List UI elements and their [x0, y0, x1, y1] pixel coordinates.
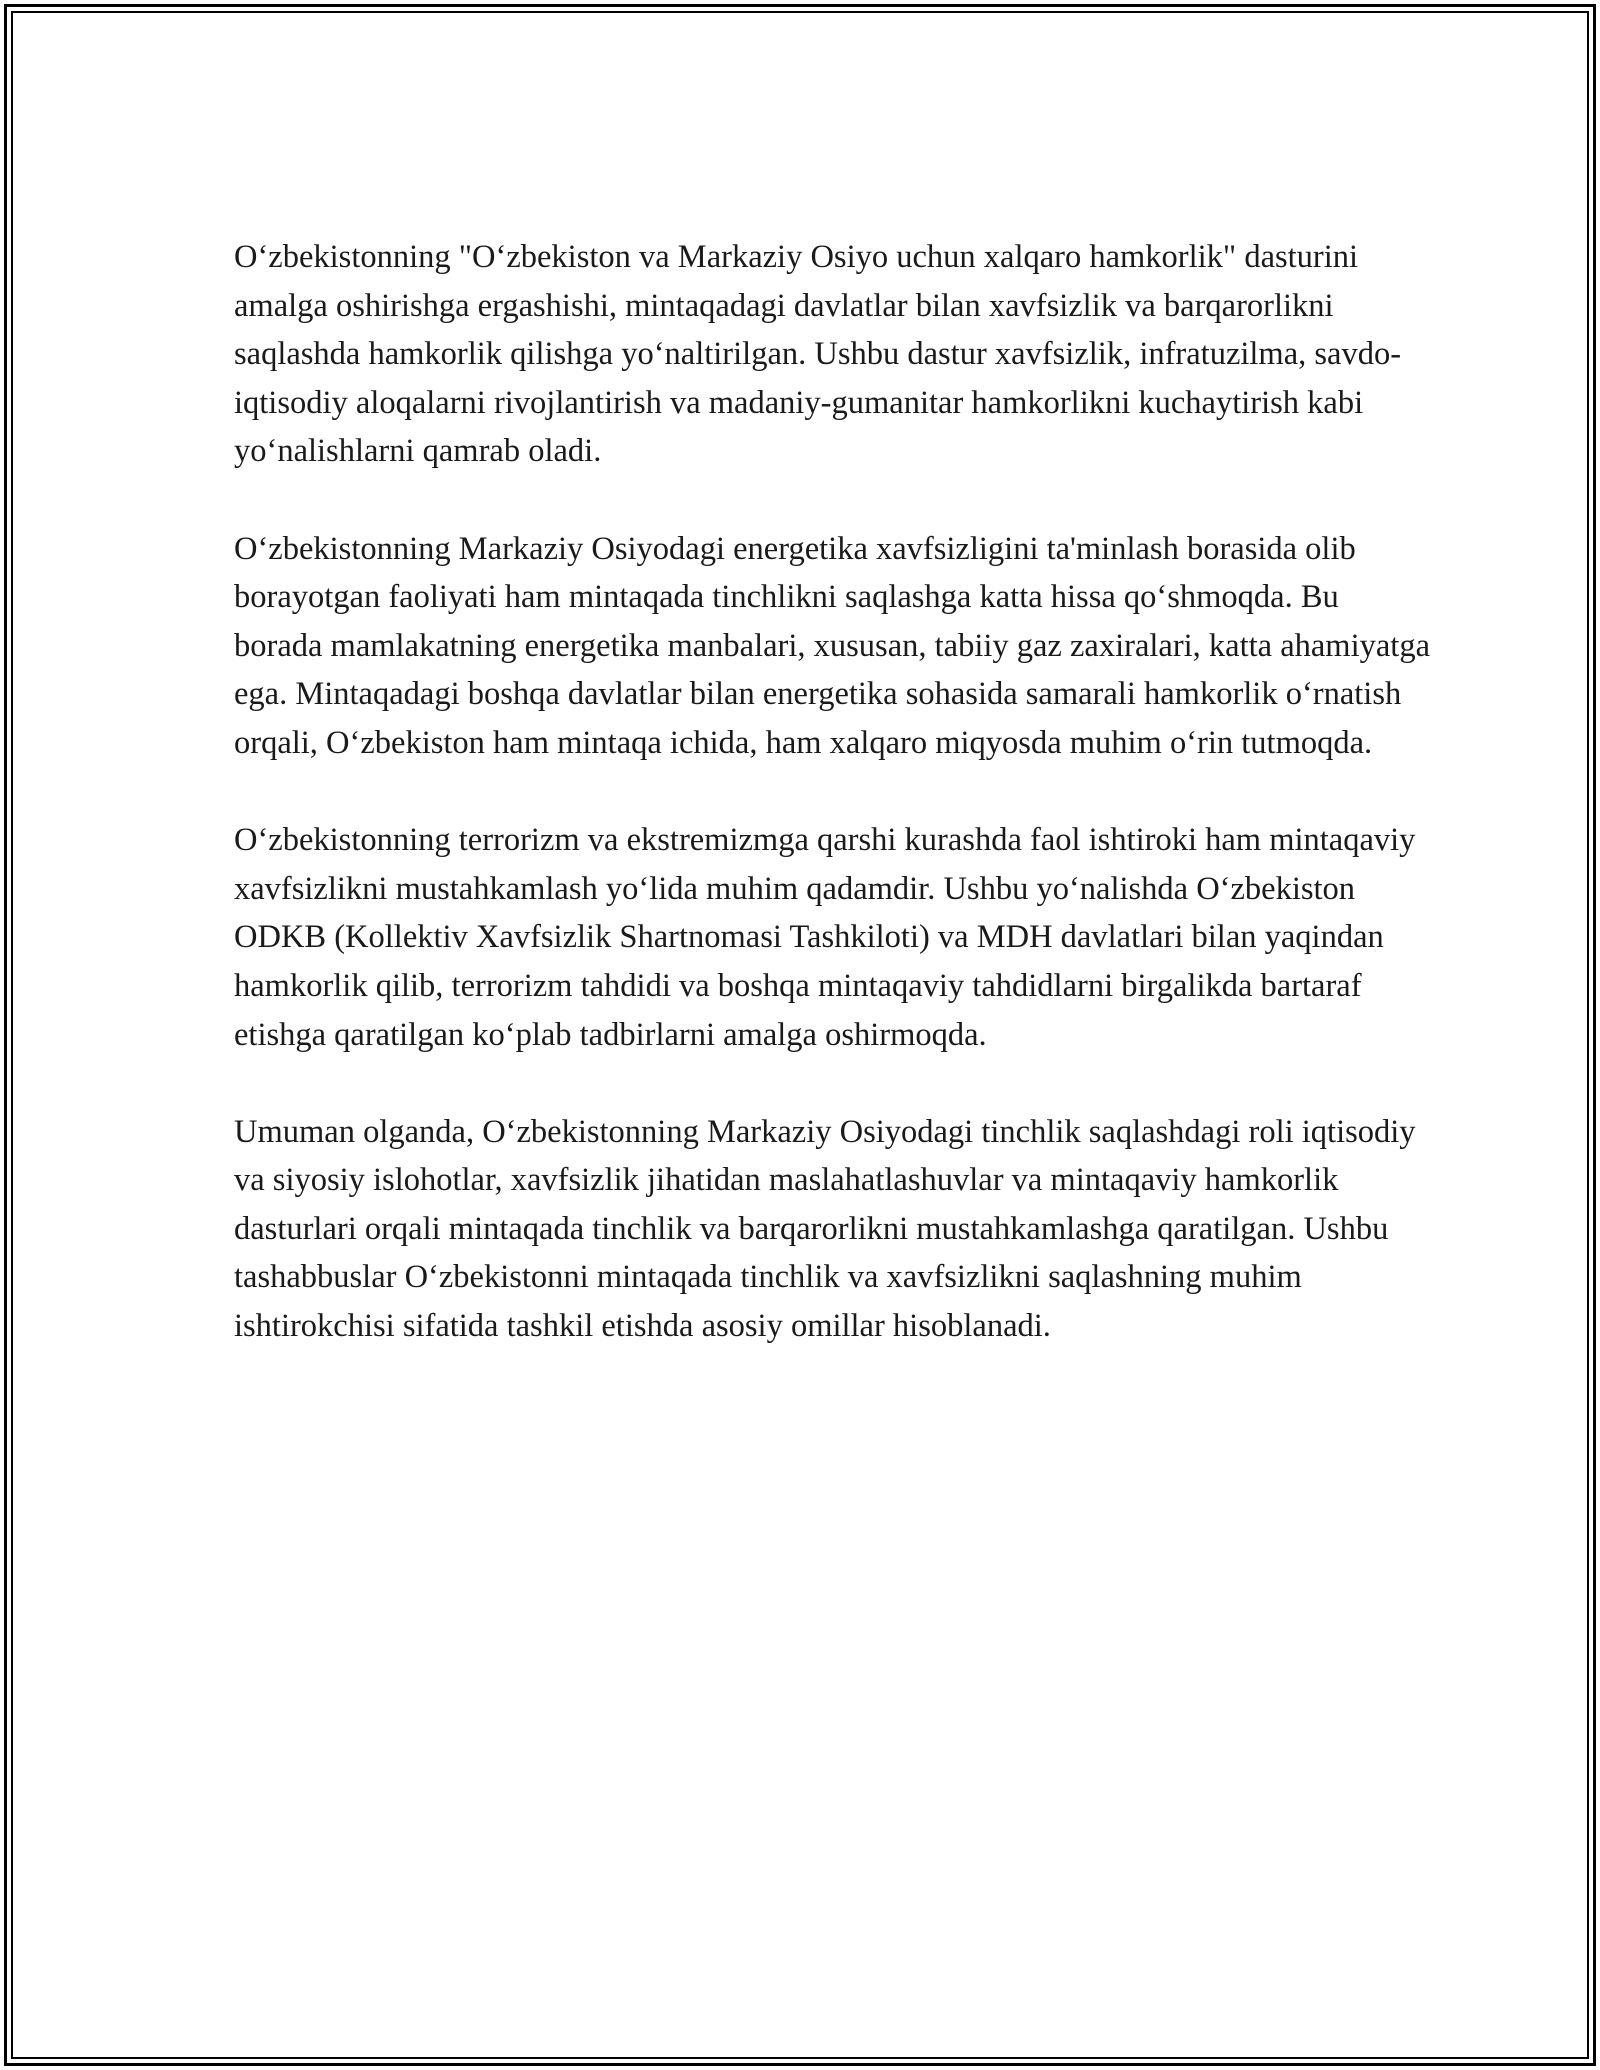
paragraph-2: O‘zbekistonning Markaziy Osiyodagi energetika xavfsizligini ta'minlash borasida olib borayotgan faoliyati ham mintaqada tinchlikni saqlashga katta hissa qo‘shmoqda. Bu borada mamlakatning energetika manbalari, xususan, tabiiy gaz zaxiralari, katta ahamiyatga ega. Mintaqadagi boshqa davlatlar bilan energetika sohasida samarali hamkorlik o‘rnatish orqali, O‘zbekiston ham mintaqa ichida, ham xalqaro miqyosda muhim o‘rin tutmoqda. [234, 530, 1430, 761]
paragraph-3: O‘zbekistonning terrorizm va ekstremizmga qarshi kurashda faol ishtiroki ham mintaqaviy xavfsizlikni mustahkamlash yo‘lida muhim qadamdir. Ushbu yo‘nalishda O‘zbekiston ODKB (Kollektiv Xavfsizlik Shartnomasi Tashkiloti) va MDH davlatlari bilan yaqindan hamkorlik qilib, terrorizm tahdidi va boshqa mintaqaviy tahdidlarni birgalikda bartaraf etishga qaratilgan ko‘plab tadbirlarni amalga oshirmoqda. [234, 822, 1416, 1053]
document-body [234, 233, 1434, 1399]
paragraph-1: O‘zbekistonning "O‘zbekiston va Markaziy Osiyo uchun xalqaro hamkorlik" dasturini amalga oshirishga ergashishi, mintaqadagi davlatlar bilan xavfsizlik va barqarorlikni saqlashda hamkorlik qilishga yo‘naltirilgan. Ushbu dastur xavfsizlik, infratuzilma, savdo-iqtisodiy aloqalarni rivojlantirish va madaniy-gumanitar hamkorlikni kuchaytirish kabi yo‘nalishlarni qamrab oladi. [234, 239, 1402, 470]
paragraph-4: Umuman olganda, O‘zbekistonning Markaziy Osiyodagi tinchlik saqlashdagi roli iqtisodiy va siyosiy islohotlar, xavfsizlik jihatidan maslahatlashuvlar va mintaqaviy hamkorlik dasturlari orqali mintaqada tinchlik va barqarorlikni mustahkamlashga qaratilgan. Ushbu tashabbuslar O‘zbekistonni mintaqada tinchlik va xavfsizlikni saqlashning muhim ishtirokchisi sifatida tashkil etishda asosiy omillar hisoblanadi. [234, 1113, 1416, 1345]
